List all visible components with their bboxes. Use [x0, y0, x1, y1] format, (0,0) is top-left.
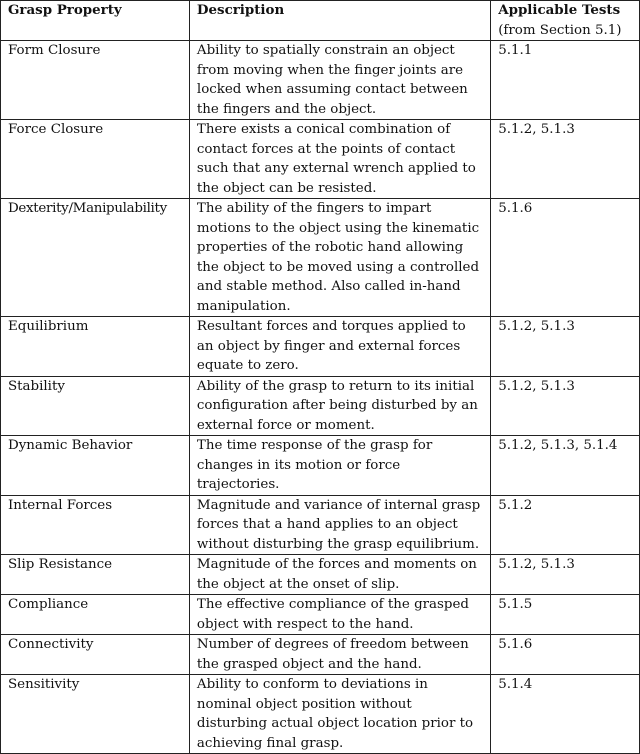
tests-cell: 5.1.2, 5.1.3 [491, 376, 640, 436]
tests-cell: 5.1.2, 5.1.3 [491, 120, 640, 199]
description-cell: Resultant forces and torques applied to an object by finger and external forces equate to zero. [189, 317, 490, 377]
table-row [1, 495, 640, 555]
description-cell: Ability to spatially constrain an object from moving when the finger joints are locked when assuming contact between the fingers and the object. [189, 41, 490, 120]
table-row [1, 376, 640, 436]
table-row [1, 120, 640, 199]
property-cell: Connectivity [1, 635, 190, 675]
property-cell: Slip Resistance [1, 555, 190, 595]
tests-cell: 5.1.6 [491, 635, 640, 675]
description-cell: The effective compliance of the grasped object with respect to the hand. [189, 595, 490, 635]
property-cell: Equilibrium [1, 317, 190, 377]
description-cell: The time response of the grasp for changes in its motion or force trajectories. [189, 436, 490, 496]
property-cell: Dynamic Behavior [1, 436, 190, 496]
table-header-row [1, 1, 640, 41]
property-cell: Sensitivity [1, 675, 190, 754]
property-cell: Internal Forces [1, 495, 190, 555]
table-row [1, 595, 640, 635]
table-row [1, 41, 640, 120]
header-tests-title: Applicable Tests [498, 2, 621, 18]
description-cell: Ability to conform to deviations in nominal object position without disturbing actual object location prior to achieving final grasp. [189, 675, 490, 754]
property-cell: Stability [1, 376, 190, 436]
table-row [1, 436, 640, 496]
tests-cell: 5.1.2, 5.1.3 [491, 555, 640, 595]
tests-cell: 5.1.1 [491, 41, 640, 120]
table-row [1, 317, 640, 377]
description-cell: There exists a conical combination of contact forces at the points of contact such that any external wrench applied to the object can be resisted. [189, 120, 490, 199]
description-cell: Ability of the grasp to return to its initial configuration after being disturbed by an external force or moment. [189, 376, 490, 436]
description-cell: Magnitude of the forces and moments on the object at the onset of slip. [189, 555, 490, 595]
table-row [1, 555, 640, 595]
property-cell: Form Closure [1, 41, 190, 120]
tests-cell: 5.1.5 [491, 595, 640, 635]
header-applicable-tests [491, 1, 640, 41]
header-description: Description [189, 1, 490, 41]
description-cell: Number of degrees of freedom between the grasped object and the hand. [189, 635, 490, 675]
header-grasp-property: Grasp Property [1, 1, 190, 41]
description-cell: Magnitude and variance of internal grasp forces that a hand applies to an object without disturbing the grasp equilibrium. [189, 495, 490, 555]
tests-cell: 5.1.6 [491, 199, 640, 317]
description-cell: The ability of the fingers to impart motions to the object using the kinematic properties of the robotic hand allowing the object to be moved using a controlled and stable method. Also called in-hand manipulation. [189, 199, 490, 317]
property-cell: Dexterity/Manipulability [1, 199, 190, 317]
tests-cell: 5.1.2 [491, 495, 640, 555]
table-row [1, 675, 640, 754]
property-cell: Compliance [1, 595, 190, 635]
table-row [1, 199, 640, 317]
table-row [1, 635, 640, 675]
property-cell: Force Closure [1, 120, 190, 199]
tests-cell: 5.1.2, 5.1.3, 5.1.4 [491, 436, 640, 496]
tests-cell: 5.1.4 [491, 675, 640, 754]
tests-cell: 5.1.2, 5.1.3 [491, 317, 640, 377]
header-tests-subtitle: (from Section 5.1) [498, 22, 622, 38]
